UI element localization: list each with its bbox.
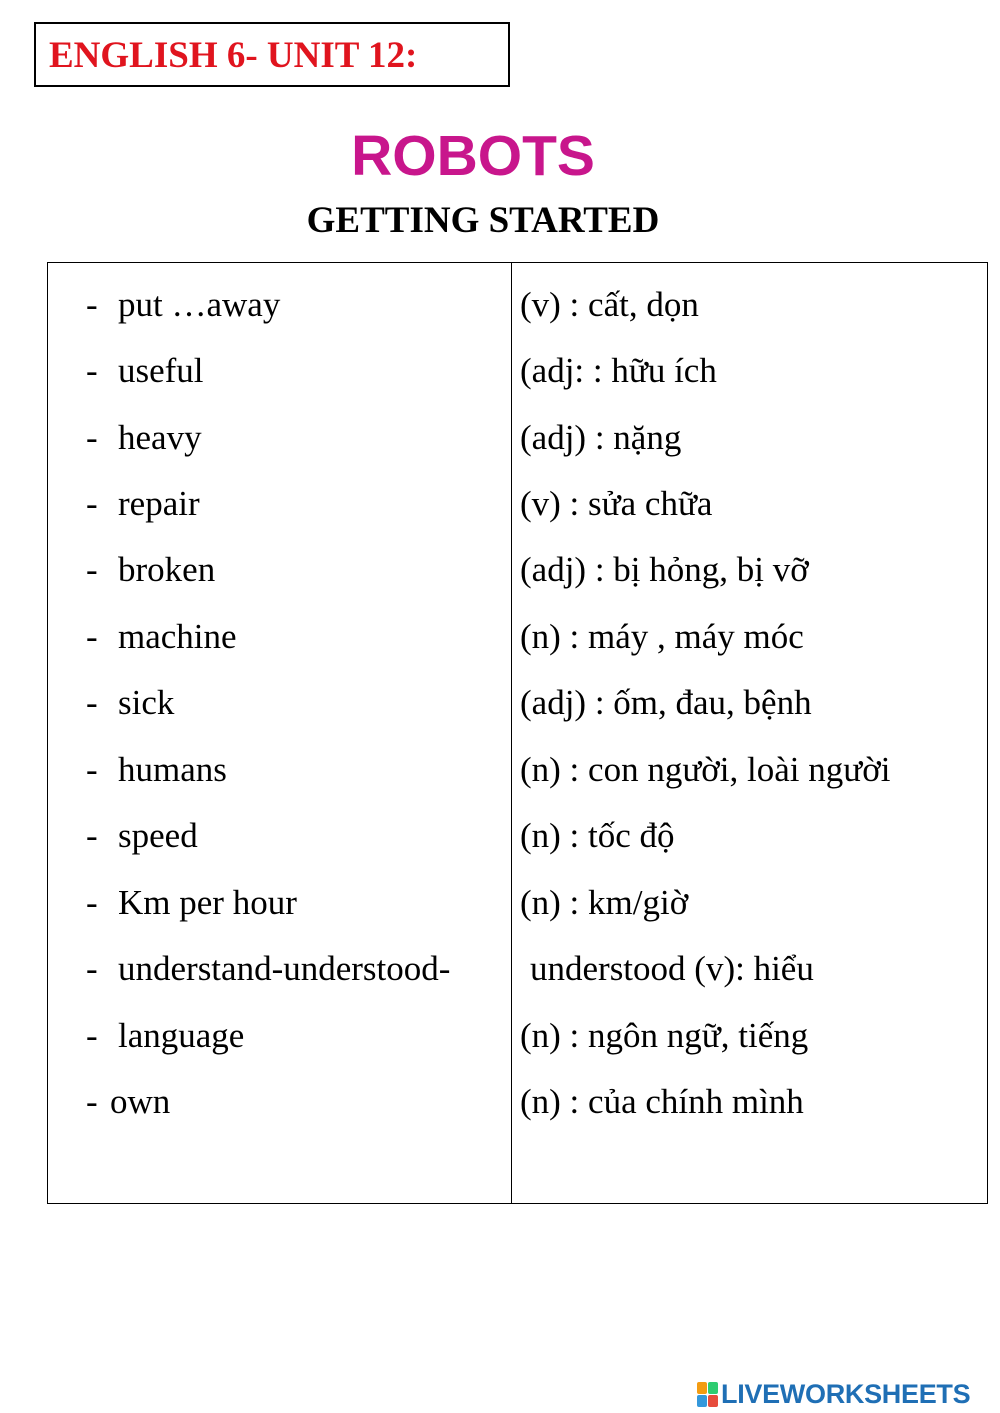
bullet-dash: - [86, 351, 98, 390]
bullet-dash: - [86, 484, 98, 523]
vocab-definition: (adj) : ốm, đau, bệnh [520, 683, 812, 722]
logo-square [708, 1382, 718, 1394]
bullet-dash: - [86, 683, 98, 722]
bullet-dash: - [86, 883, 98, 922]
bullet-dash: - [86, 285, 98, 324]
vocab-row [48, 861, 987, 927]
vocab-row [48, 927, 987, 993]
bullet-dash: - [86, 816, 98, 855]
vocab-row [48, 528, 987, 594]
vocab-term [86, 818, 198, 853]
vocab-term [86, 951, 450, 986]
vocab-row [48, 595, 987, 661]
vocab-term [86, 486, 200, 521]
vocab-row [48, 396, 987, 462]
logo-icon [697, 1382, 718, 1407]
term-text: Km per hour [118, 883, 297, 922]
page-title: ROBOTS [351, 124, 595, 188]
vocab-definition: (v) : sửa chữa [520, 484, 713, 523]
vocab-definition: understood (v): hiểu [530, 949, 814, 988]
vocabulary-table [47, 262, 988, 1204]
bullet-dash: - [86, 617, 98, 656]
vocab-definition: (n) : con người, loài người [520, 750, 891, 789]
vocab-definition: (n) : ngôn ngữ, tiếng [520, 1016, 809, 1055]
vocab-definition: (adj: : hữu ích [520, 351, 717, 390]
vocab-term [86, 287, 280, 322]
bullet-dash: - [86, 418, 98, 457]
bullet-dash: - [86, 1016, 98, 1055]
term-text: machine [118, 617, 237, 656]
vocab-term [86, 619, 237, 654]
bullet-dash: - [86, 1082, 98, 1121]
vocab-definition: (n) : km/giờ [520, 883, 689, 922]
vocab-definition: (adj) : bị hỏng, bị vỡ [520, 550, 809, 589]
vocab-term [86, 685, 174, 720]
vocab-definition: (n) : của chính mình [520, 1082, 804, 1121]
section-subtitle: GETTING STARTED [306, 200, 660, 241]
vocab-row [48, 329, 987, 395]
vocab-row [48, 1060, 987, 1126]
term-text: heavy [118, 418, 202, 457]
unit-label-box [34, 22, 510, 87]
term-text: own [110, 1082, 171, 1121]
bullet-dash: - [86, 550, 98, 589]
vocab-row [48, 462, 987, 528]
term-text: put …away [118, 285, 281, 324]
logo-square [697, 1382, 707, 1394]
unit-label: ENGLISH 6- UNIT 12: [49, 35, 418, 76]
vocab-row [48, 263, 987, 329]
term-text: useful [118, 351, 204, 390]
vocab-term [86, 353, 204, 388]
term-text: broken [118, 550, 216, 589]
vocab-definition: (n) : máy , máy móc [520, 617, 804, 656]
vocab-term [86, 752, 227, 787]
vocab-row [48, 728, 987, 794]
term-text: language [118, 1016, 245, 1055]
vocab-definition: (v) : cất, dọn [520, 285, 699, 324]
vocab-row [48, 994, 987, 1060]
vocab-row [48, 661, 987, 727]
vocab-row [48, 794, 987, 860]
term-text: repair [118, 484, 200, 523]
vocab-definition: (adj) : nặng [520, 418, 682, 457]
vocab-term [86, 885, 297, 920]
logo-square [708, 1395, 718, 1407]
bullet-dash: - [86, 750, 98, 789]
vocab-term [86, 552, 215, 587]
term-text: humans [118, 750, 227, 789]
vocab-term [86, 1018, 244, 1053]
bullet-dash: - [86, 949, 98, 988]
logo-square [697, 1395, 707, 1407]
vocab-term [86, 420, 202, 455]
term-text: sick [118, 683, 175, 722]
logo-text: LIVEWORKSHEETS [721, 1378, 971, 1409]
term-text: understand-understood- [118, 949, 451, 988]
liveworksheets-logo [697, 1378, 970, 1410]
term-text: speed [118, 816, 198, 855]
vocab-definition: (n) : tốc độ [520, 816, 675, 855]
vocab-term [86, 1084, 170, 1119]
